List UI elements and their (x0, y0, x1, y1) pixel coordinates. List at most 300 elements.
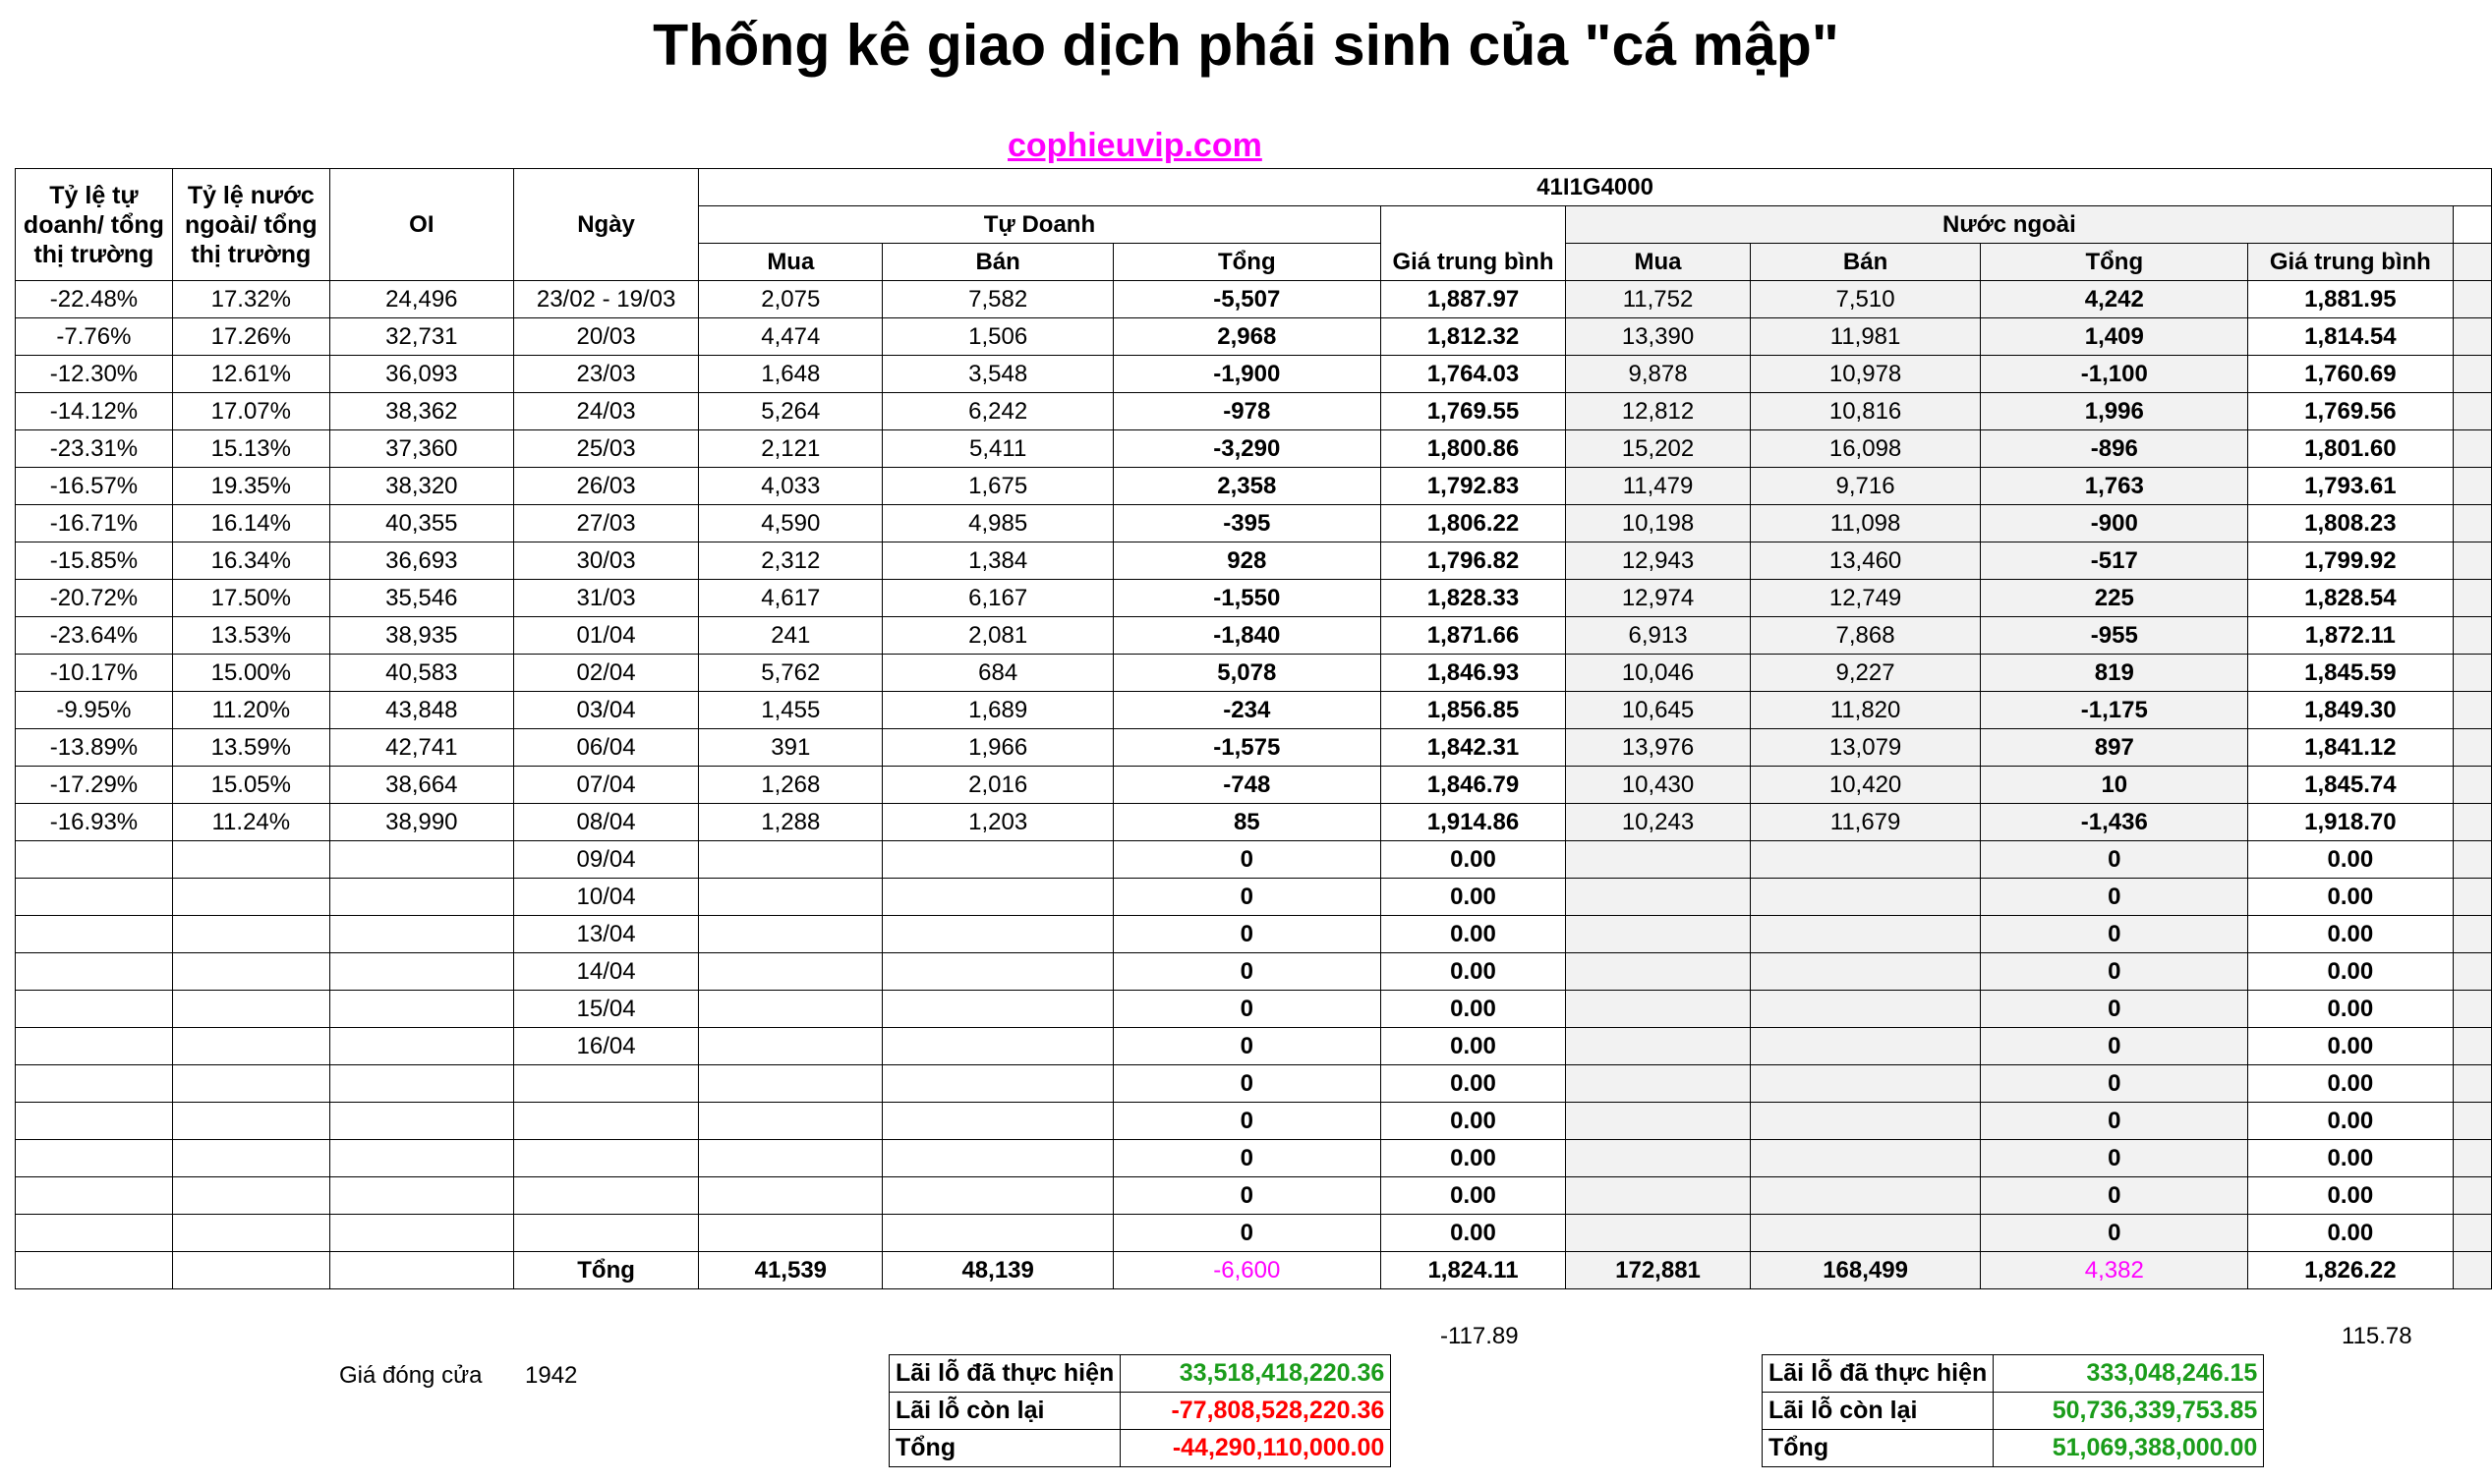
cell-td-mua: 391 (699, 729, 883, 767)
cell-td-gia-tb: 1,842.31 (1380, 729, 1566, 767)
header-ty-le-nuoc-ngoai: Tỷ lệ nước ngoài/ tổng thị trường (172, 169, 329, 281)
cell-ty-le-tu-doanh: -12.30% (16, 356, 173, 393)
cell-oi: 38,664 (329, 767, 513, 804)
cell-ty-le-tu-doanh: -16.93% (16, 804, 173, 841)
cell-nn-gia-tb: 1,760.69 (2248, 356, 2453, 393)
cell-ngay (513, 1103, 698, 1140)
table-row (16, 393, 2492, 430)
cell-td-mua: 2,312 (699, 542, 883, 580)
cell-ty-le-tu-doanh: -20.72% (16, 580, 173, 617)
cell-td-tong: 928 (1113, 542, 1380, 580)
cell-ngay: 31/03 (513, 580, 698, 617)
cell-td-ban: 6,242 (883, 393, 1113, 430)
cell-oi: 37,360 (329, 430, 513, 468)
page-title: Thống kê giao dịch phái sinh của "cá mập" (653, 13, 1839, 78)
cell-nn-tong: 4,382 (1981, 1252, 2248, 1289)
cell-td-mua: 5,264 (699, 393, 883, 430)
cell-extra (2453, 281, 2491, 318)
cell-td-gia-tb: 0.00 (1380, 1140, 1566, 1177)
cell-nn-tong: 0 (1981, 991, 2248, 1028)
cell-oi (329, 1028, 513, 1065)
cell-ty-le-nuoc-ngoai (172, 1252, 329, 1289)
cell-td-gia-tb: 1,812.32 (1380, 318, 1566, 356)
cell-td-tong: 0 (1113, 879, 1380, 916)
cell-nn-mua (1566, 879, 1750, 916)
cell-td-gia-tb: 1,846.93 (1380, 655, 1566, 692)
cell-td-gia-tb: 1,796.82 (1380, 542, 1566, 580)
cell-td-tong: 5,078 (1113, 655, 1380, 692)
cell-ngay (513, 1177, 698, 1215)
cell-nn-ban: 7,868 (1750, 617, 1981, 655)
pnl-nuoc-ngoai (1762, 1354, 2264, 1467)
cell-oi: 38,935 (329, 617, 513, 655)
cell-nn-mua: 12,812 (1566, 393, 1750, 430)
cell-nn-gia-tb: 1,826.22 (2248, 1252, 2453, 1289)
cell-td-tong: 0 (1113, 1215, 1380, 1252)
cell-nn-ban: 11,098 (1750, 505, 1981, 542)
cell-extra (2453, 953, 2491, 991)
pnl-total: 51,069,388,000.00 (1994, 1430, 2264, 1467)
cell-extra (2453, 1215, 2491, 1252)
cell-td-mua: 2,075 (699, 281, 883, 318)
cell-ty-le-nuoc-ngoai (172, 1177, 329, 1215)
cell-td-ban: 2,081 (883, 617, 1113, 655)
cell-td-mua: 4,590 (699, 505, 883, 542)
cell-extra (2453, 729, 2491, 767)
cell-nn-mua: 6,913 (1566, 617, 1750, 655)
cell-nn-gia-tb: 0.00 (2248, 1215, 2453, 1252)
cell-td-gia-tb: 0.00 (1380, 1028, 1566, 1065)
cell-ty-le-tu-doanh: -7.76% (16, 318, 173, 356)
pnl-total: -44,290,110,000.00 (1121, 1430, 1391, 1467)
cell-td-mua: 1,288 (699, 804, 883, 841)
table-row (16, 542, 2492, 580)
cell-extra (2453, 430, 2491, 468)
cell-extra (2453, 804, 2491, 841)
cell-oi: 24,496 (329, 281, 513, 318)
cell-nn-gia-tb: 0.00 (2248, 879, 2453, 916)
table-row (16, 692, 2492, 729)
cell-ty-le-nuoc-ngoai (172, 1140, 329, 1177)
cell-ty-le-nuoc-ngoai: 17.26% (172, 318, 329, 356)
cell-td-ban: 1,966 (883, 729, 1113, 767)
cell-td-gia-tb: 0.00 (1380, 1103, 1566, 1140)
cell-oi (329, 841, 513, 879)
table-row (16, 468, 2492, 505)
table-row (16, 430, 2492, 468)
cell-ty-le-tu-doanh (16, 991, 173, 1028)
cell-ngay: 14/04 (513, 953, 698, 991)
cell-extra (2453, 468, 2491, 505)
cell-oi (329, 879, 513, 916)
table-row (16, 953, 2492, 991)
table-row (16, 318, 2492, 356)
cell-nn-ban: 13,460 (1750, 542, 1981, 580)
cell-td-tong: 0 (1113, 1177, 1380, 1215)
cell-ty-le-tu-doanh (16, 1065, 173, 1103)
cell-nn-mua (1566, 953, 1750, 991)
cell-nn-tong: -1,100 (1981, 356, 2248, 393)
cell-td-tong: -5,507 (1113, 281, 1380, 318)
cell-ngay: 03/04 (513, 692, 698, 729)
cell-oi: 32,731 (329, 318, 513, 356)
cell-td-mua: 1,455 (699, 692, 883, 729)
cell-nn-gia-tb: 1,801.60 (2248, 430, 2453, 468)
cell-oi: 36,693 (329, 542, 513, 580)
cell-nn-mua: 13,390 (1566, 318, 1750, 356)
cell-ty-le-nuoc-ngoai: 19.35% (172, 468, 329, 505)
cell-nn-gia-tb: 1,841.12 (2248, 729, 2453, 767)
cell-nn-tong: 0 (1981, 1103, 2248, 1140)
cell-extra (2453, 916, 2491, 953)
cell-nn-mua (1566, 991, 1750, 1028)
cell-nn-ban: 11,981 (1750, 318, 1981, 356)
cell-nn-ban: 168,499 (1750, 1252, 1981, 1289)
cell-td-tong: -1,900 (1113, 356, 1380, 393)
cell-td-gia-tb: 0.00 (1380, 953, 1566, 991)
total-row (16, 1252, 2492, 1289)
cell-td-mua (699, 916, 883, 953)
cell-nn-tong: 1,763 (1981, 468, 2248, 505)
cell-td-gia-tb: 1,887.97 (1380, 281, 1566, 318)
cell-td-tong: 0 (1113, 1028, 1380, 1065)
header-tong-nn: Tổng (1981, 244, 2248, 281)
cell-ty-le-tu-doanh: -16.71% (16, 505, 173, 542)
cell-td-ban: 684 (883, 655, 1113, 692)
cell-td-mua: 2,121 (699, 430, 883, 468)
cell-ty-le-tu-doanh: -15.85% (16, 542, 173, 580)
cell-ty-le-nuoc-ngoai: 15.00% (172, 655, 329, 692)
cell-oi (329, 916, 513, 953)
cell-td-ban: 1,689 (883, 692, 1113, 729)
cell-ty-le-tu-doanh: -23.64% (16, 617, 173, 655)
header-nuoc-ngoai: Nước ngoài (1566, 206, 2453, 244)
cell-td-gia-tb: 1,806.22 (1380, 505, 1566, 542)
cell-ty-le-nuoc-ngoai: 15.05% (172, 767, 329, 804)
cell-ty-le-tu-doanh (16, 953, 173, 991)
cell-nn-gia-tb: 1,793.61 (2248, 468, 2453, 505)
cell-nn-ban (1750, 1028, 1981, 1065)
pnl-label: Tổng (1763, 1430, 1994, 1467)
cell-td-mua: 41,539 (699, 1252, 883, 1289)
cell-td-gia-tb: 0.00 (1380, 1177, 1566, 1215)
cell-ngay: Tổng (513, 1252, 698, 1289)
cell-td-ban: 1,675 (883, 468, 1113, 505)
cell-td-mua (699, 953, 883, 991)
cell-td-tong: -1,840 (1113, 617, 1380, 655)
cell-nn-tong: 225 (1981, 580, 2248, 617)
cell-nn-ban: 10,420 (1750, 767, 1981, 804)
cell-ty-le-nuoc-ngoai (172, 1065, 329, 1103)
cell-nn-gia-tb: 0.00 (2248, 916, 2453, 953)
header-ty-le-tu-doanh: Tỷ lệ tự doanh/ tổng thị trường (16, 169, 173, 281)
cell-nn-gia-tb: 0.00 (2248, 1177, 2453, 1215)
table-row (16, 767, 2492, 804)
pnl-label: Lãi lỗ đã thực hiện (890, 1355, 1121, 1393)
cell-nn-tong: -955 (1981, 617, 2248, 655)
header-gia-tb-nn: Giá trung bình (2248, 244, 2453, 281)
cell-nn-gia-tb: 1,872.11 (2248, 617, 2453, 655)
table-row (16, 1065, 2492, 1103)
cell-td-ban: 5,411 (883, 430, 1113, 468)
cell-nn-mua (1566, 1065, 1750, 1103)
table-row (16, 1028, 2492, 1065)
table-row (16, 1103, 2492, 1140)
cell-ty-le-nuoc-ngoai: 15.13% (172, 430, 329, 468)
cell-ty-le-nuoc-ngoai: 17.50% (172, 580, 329, 617)
cell-nn-mua: 10,243 (1566, 804, 1750, 841)
cell-nn-mua: 13,976 (1566, 729, 1750, 767)
cell-nn-gia-tb: 1,799.92 (2248, 542, 2453, 580)
cell-td-gia-tb: 1,828.33 (1380, 580, 1566, 617)
cell-td-gia-tb: 1,792.83 (1380, 468, 1566, 505)
cell-td-gia-tb: 1,856.85 (1380, 692, 1566, 729)
table-row (16, 1215, 2492, 1252)
cell-ty-le-nuoc-ngoai: 13.59% (172, 729, 329, 767)
cell-td-ban: 4,985 (883, 505, 1113, 542)
header-ban: Bán (883, 244, 1113, 281)
cell-nn-gia-tb: 0.00 (2248, 841, 2453, 879)
cell-oi (329, 991, 513, 1028)
site-link[interactable]: cophieuvip.com (1008, 127, 1262, 164)
cell-extra (2453, 841, 2491, 879)
table-row (16, 879, 2492, 916)
cell-nn-gia-tb: 0.00 (2248, 991, 2453, 1028)
cell-td-ban: 6,167 (883, 580, 1113, 617)
cell-ngay: 13/04 (513, 916, 698, 953)
cell-td-mua: 4,474 (699, 318, 883, 356)
header-tu-doanh: Tự Doanh (699, 206, 1380, 244)
cell-extra (2453, 1252, 2491, 1289)
cell-ngay: 06/04 (513, 729, 698, 767)
table-row (16, 916, 2492, 953)
cell-td-gia-tb: 1,824.11 (1380, 1252, 1566, 1289)
cell-oi (329, 1177, 513, 1215)
cell-nn-tong: 10 (1981, 767, 2248, 804)
cell-ty-le-nuoc-ngoai: 17.07% (172, 393, 329, 430)
cell-ty-le-tu-doanh: -13.89% (16, 729, 173, 767)
cell-nn-tong: 0 (1981, 1028, 2248, 1065)
table-row (16, 617, 2492, 655)
cell-ty-le-nuoc-ngoai: 13.53% (172, 617, 329, 655)
cell-ty-le-nuoc-ngoai (172, 991, 329, 1028)
cell-extra (2453, 1028, 2491, 1065)
cell-nn-ban (1750, 1065, 1981, 1103)
cell-nn-gia-tb: 1,808.23 (2248, 505, 2453, 542)
cell-oi: 35,546 (329, 580, 513, 617)
cell-td-tong: 2,358 (1113, 468, 1380, 505)
cell-td-mua (699, 841, 883, 879)
cell-extra (2453, 879, 2491, 916)
cell-extra (2453, 692, 2491, 729)
cell-nn-tong: 1,409 (1981, 318, 2248, 356)
table-row (16, 841, 2492, 879)
cell-td-ban (883, 1028, 1113, 1065)
cell-nn-ban (1750, 1103, 1981, 1140)
cell-td-gia-tb: 0.00 (1380, 991, 1566, 1028)
cell-nn-ban: 9,227 (1750, 655, 1981, 692)
cell-nn-ban (1750, 1140, 1981, 1177)
cell-extra (2453, 617, 2491, 655)
cell-nn-ban (1750, 916, 1981, 953)
header-gia-tb: Giá trung bình (1380, 244, 1566, 281)
cell-nn-tong: 0 (1981, 953, 2248, 991)
cell-nn-ban: 10,978 (1750, 356, 1981, 393)
cell-nn-gia-tb: 1,845.59 (2248, 655, 2453, 692)
cell-nn-mua: 12,974 (1566, 580, 1750, 617)
cell-ngay: 09/04 (513, 841, 698, 879)
cell-nn-gia-tb: 1,849.30 (2248, 692, 2453, 729)
cell-td-mua: 4,617 (699, 580, 883, 617)
table-row (16, 804, 2492, 841)
cell-ty-le-tu-doanh (16, 879, 173, 916)
cell-td-ban (883, 1103, 1113, 1140)
cell-extra (2453, 393, 2491, 430)
cell-td-mua: 1,648 (699, 356, 883, 393)
cell-ty-le-nuoc-ngoai: 16.34% (172, 542, 329, 580)
cell-nn-gia-tb: 1,814.54 (2248, 318, 2453, 356)
cell-ngay (513, 1065, 698, 1103)
table-row (16, 655, 2492, 692)
cell-oi: 38,320 (329, 468, 513, 505)
cell-ty-le-tu-doanh (16, 1252, 173, 1289)
cell-nn-gia-tb: 0.00 (2248, 1065, 2453, 1103)
header-ban-nn: Bán (1750, 244, 1981, 281)
cell-nn-ban: 9,716 (1750, 468, 1981, 505)
cell-td-ban: 1,506 (883, 318, 1113, 356)
cell-nn-mua: 10,046 (1566, 655, 1750, 692)
table-row (16, 281, 2492, 318)
cell-nn-gia-tb: 1,881.95 (2248, 281, 2453, 318)
cell-td-mua (699, 1177, 883, 1215)
cell-td-tong: 0 (1113, 953, 1380, 991)
cell-nn-ban (1750, 991, 1981, 1028)
cell-nn-gia-tb: 1,828.54 (2248, 580, 2453, 617)
cell-nn-ban: 11,679 (1750, 804, 1981, 841)
cell-nn-tong: 0 (1981, 841, 2248, 879)
cell-td-mua (699, 1215, 883, 1252)
cell-td-tong: -978 (1113, 393, 1380, 430)
cell-td-tong: 0 (1113, 916, 1380, 953)
cell-nn-gia-tb: 0.00 (2248, 1028, 2453, 1065)
cell-nn-mua: 11,752 (1566, 281, 1750, 318)
cell-nn-ban (1750, 1177, 1981, 1215)
cell-nn-tong: 0 (1981, 1140, 2248, 1177)
table-row (16, 505, 2492, 542)
cell-td-ban (883, 1177, 1113, 1215)
cell-nn-ban (1750, 841, 1981, 879)
cell-nn-tong: -517 (1981, 542, 2248, 580)
close-price-label: Giá đóng cửa (339, 1362, 483, 1389)
cell-ngay: 08/04 (513, 804, 698, 841)
table-row (16, 729, 2492, 767)
cell-ty-le-nuoc-ngoai: 11.20% (172, 692, 329, 729)
cell-nn-ban: 10,816 (1750, 393, 1981, 430)
cell-ngay: 15/04 (513, 991, 698, 1028)
cell-td-mua (699, 879, 883, 916)
cell-ngay: 30/03 (513, 542, 698, 580)
cell-td-mua (699, 991, 883, 1028)
cell-ty-le-nuoc-ngoai: 17.32% (172, 281, 329, 318)
cell-extra (2453, 1177, 2491, 1215)
header-ngay: Ngày (513, 169, 698, 281)
cell-extra (2453, 1103, 2491, 1140)
cell-ngay (513, 1215, 698, 1252)
cell-td-ban (883, 953, 1113, 991)
cell-ty-le-nuoc-ngoai: 12.61% (172, 356, 329, 393)
cell-nn-ban (1750, 1215, 1981, 1252)
cell-nn-mua: 10,430 (1566, 767, 1750, 804)
cell-ty-le-tu-doanh: -9.95% (16, 692, 173, 729)
cell-ngay: 16/04 (513, 1028, 698, 1065)
cell-extra (2453, 1140, 2491, 1177)
cell-nn-ban: 7,510 (1750, 281, 1981, 318)
tu-doanh-diff: -117.89 (1440, 1323, 1519, 1349)
cell-ty-le-nuoc-ngoai (172, 1215, 329, 1252)
header-mua-nn: Mua (1566, 244, 1750, 281)
cell-td-tong: -748 (1113, 767, 1380, 804)
cell-ngay: 10/04 (513, 879, 698, 916)
cell-td-ban: 1,384 (883, 542, 1113, 580)
nuoc-ngoai-diff: 115.78 (2342, 1323, 2412, 1349)
pnl-label: Lãi lỗ còn lại (1763, 1393, 1994, 1430)
cell-nn-mua (1566, 1103, 1750, 1140)
cell-td-gia-tb: 1,914.86 (1380, 804, 1566, 841)
cell-ty-le-tu-doanh: -10.17% (16, 655, 173, 692)
cell-nn-tong: 0 (1981, 1065, 2248, 1103)
table-row (16, 1177, 2492, 1215)
cell-td-gia-tb: 1,800.86 (1380, 430, 1566, 468)
cell-td-mua (699, 1065, 883, 1103)
cell-nn-mua (1566, 916, 1750, 953)
cell-td-tong: 0 (1113, 1140, 1380, 1177)
close-price-value: 1942 (525, 1362, 578, 1389)
cell-extra (2453, 767, 2491, 804)
cell-nn-tong: -900 (1981, 505, 2248, 542)
cell-td-gia-tb: 1,871.66 (1380, 617, 1566, 655)
pnl-realized: 333,048,246.15 (1994, 1355, 2264, 1393)
cell-ngay: 27/03 (513, 505, 698, 542)
cell-td-ban (883, 991, 1113, 1028)
cell-nn-ban: 12,749 (1750, 580, 1981, 617)
cell-td-ban (883, 879, 1113, 916)
cell-td-gia-tb: 0.00 (1380, 841, 1566, 879)
cell-td-mua: 5,762 (699, 655, 883, 692)
table-row (16, 1140, 2492, 1177)
cell-ngay: 02/04 (513, 655, 698, 692)
cell-td-ban: 3,548 (883, 356, 1113, 393)
cell-nn-tong: 4,242 (1981, 281, 2248, 318)
cell-oi: 42,741 (329, 729, 513, 767)
cell-td-mua: 241 (699, 617, 883, 655)
table-row (16, 580, 2492, 617)
cell-nn-ban: 13,079 (1750, 729, 1981, 767)
cell-nn-mua: 10,198 (1566, 505, 1750, 542)
cell-td-tong: 2,968 (1113, 318, 1380, 356)
pnl-remaining: -77,808,528,220.36 (1121, 1393, 1391, 1430)
cell-td-ban (883, 1065, 1113, 1103)
cell-nn-mua: 10,645 (1566, 692, 1750, 729)
cell-td-mua: 4,033 (699, 468, 883, 505)
cell-nn-tong: 819 (1981, 655, 2248, 692)
cell-ngay: 23/02 - 19/03 (513, 281, 698, 318)
pnl-label: Lãi lỗ còn lại (890, 1393, 1121, 1430)
cell-extra (2453, 580, 2491, 617)
cell-extra (2453, 542, 2491, 580)
cell-nn-ban (1750, 879, 1981, 916)
cell-nn-mua: 9,878 (1566, 356, 1750, 393)
cell-oi: 36,093 (329, 356, 513, 393)
